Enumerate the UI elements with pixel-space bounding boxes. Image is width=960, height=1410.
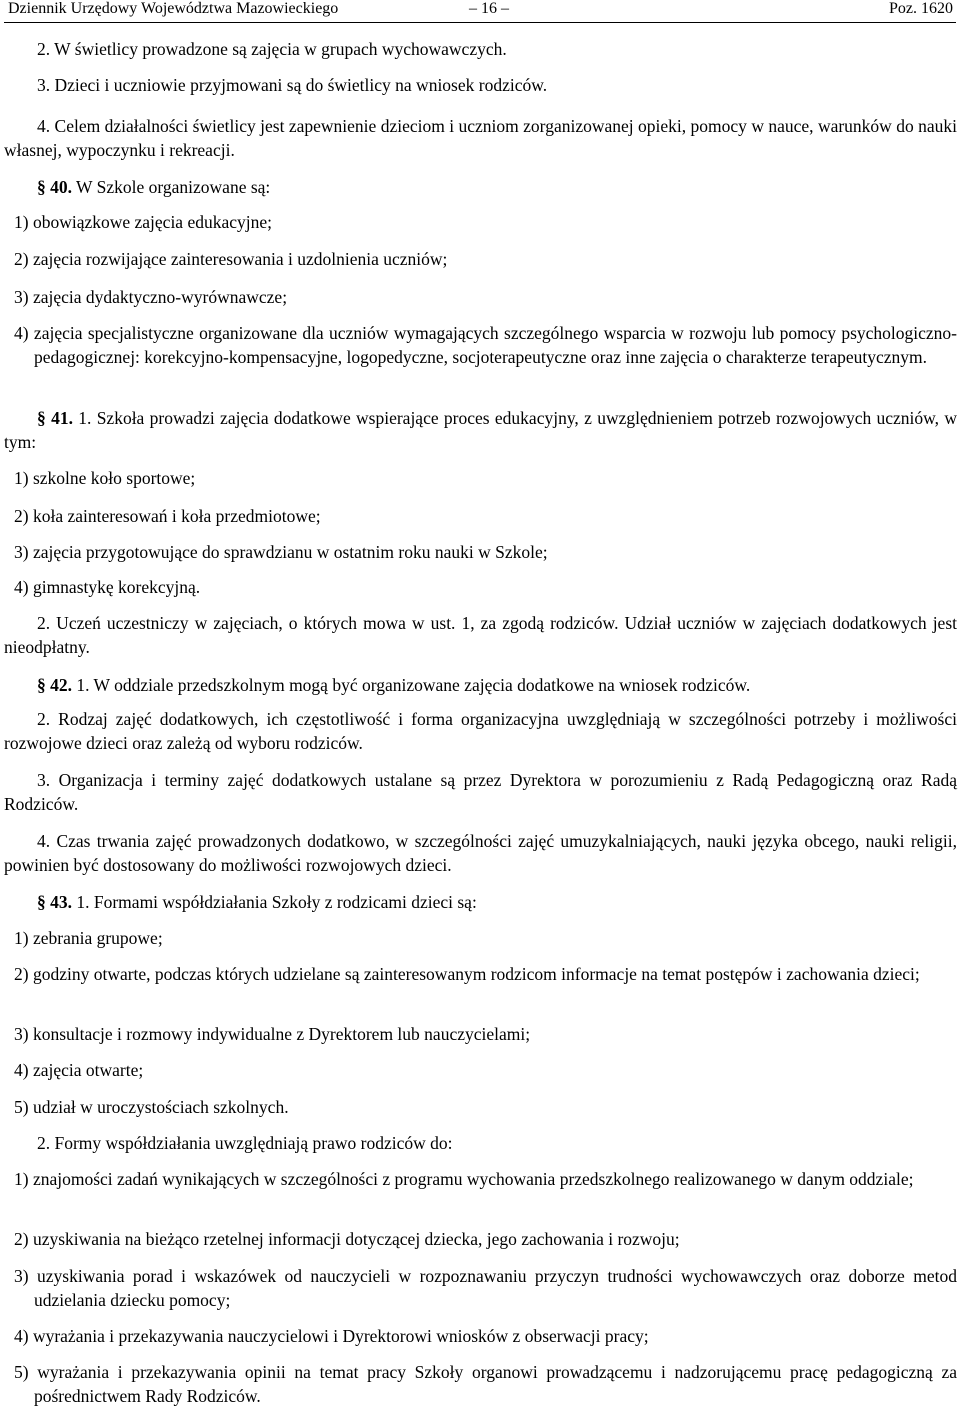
list-item: 5) udział w uroczystościach szkolnych.: [14, 1097, 289, 1117]
section-number: § 40.: [37, 177, 72, 197]
paragraph: 3. Organizacja i terminy zajęć dodatkowych ustalane są przez Dyrektora w porozumieniu z Radą Pedagogiczną oraz Radą Rodziców.: [4, 770, 957, 814]
list-item: 1) znajomości zadań wynikających w szczególności z programu wychowania przedszkolnego realizowanego w danym oddziale;: [14, 1169, 914, 1189]
list-item: 2) koła zainteresowań i koła przedmiotowe;: [14, 506, 321, 526]
list-item: 1) obowiązkowe zajęcia edukacyjne;: [14, 212, 272, 232]
paragraph: 2. Rodzaj zajęć dodatkowych, ich częstotliwość i forma organizacyjna uwzględniają w szczególności potrzeby i możliwości rozwojowe dzieci oraz zależą od wyboru rodziców.: [4, 709, 957, 753]
paragraph: 2. Formy współdziałania uwzględniają prawo rodziców do:: [37, 1133, 453, 1153]
header-rule: [4, 22, 956, 23]
list-item: 3) konsultacje i rozmowy indywidualne z Dyrektorem lub nauczycielami;: [14, 1024, 531, 1044]
list-item: 5) wyrażania i przekazywania opinii na temat pracy Szkoły organowi prowadzącemu i nadzorującemu pracę pedagogiczną za pośrednictwem Rady Rodziców.: [14, 1362, 957, 1406]
paragraph: 3. Dzieci i uczniowie przyjmowani są do świetlicy na wniosek rodziców.: [37, 75, 548, 95]
paragraph: 4. Czas trwania zajęć prowadzonych dodatkowo, w szczególności zajęć umuzykalniających, nauki języka obcego, nauki religii, powinien być dostosowany do możliwości rozwojowych dzieci.: [4, 831, 957, 875]
section-number: § 42.: [37, 675, 72, 695]
list-item: 4) zajęcia otwarte;: [14, 1060, 144, 1080]
list-item: 4) wyrażania i przekazywania nauczycielowi i Dyrektorowi wniosków z obserwacji pracy;: [14, 1326, 649, 1346]
list-item: 2) uzyskiwania na bieżąco rzetelnej informacji dotyczącej dziecka, jego zachowania i rozwoju;: [14, 1229, 680, 1249]
section-heading: § 41. 1. Szkoła prowadzi zajęcia dodatkowe wspierające proces edukacyjny, z uwzględnieniem potrzeb rozwojowych uczniów, w tym:: [4, 408, 957, 452]
list-item: 1) zebrania grupowe;: [14, 928, 163, 948]
list-item: 3) uzyskiwania porad i wskazówek od nauczycieli w rozpoznawaniu przyczyn trudności wychowawczych oraz doborze metod udzielania dziecku pomocy;: [14, 1266, 957, 1310]
paragraph: 4. Celem działalności świetlicy jest zapewnienie dzieciom i uczniom zorganizowanej opieki, pomocy w nauce, warunków do nauki własnej, wypoczynku i rekreacji.: [4, 116, 957, 160]
section-number: § 43.: [37, 892, 72, 912]
page-number: – 16 –: [469, 0, 509, 17]
section-heading: § 40. W Szkole organizowane są:: [37, 177, 271, 197]
list-item: 1) szkolne koło sportowe;: [14, 468, 196, 488]
position-number: Poz. 1620: [889, 0, 953, 17]
list-item: 2) zajęcia rozwijające zainteresowania i uzdolnienia uczniów;: [14, 249, 448, 269]
paragraph: 2. Uczeń uczestniczy w zajęciach, o których mowa w ust. 1, za zgodą rodziców. Udział uczniów w zajęciach dodatkowych jest nieodpłatny.: [4, 613, 957, 657]
list-item: 3) zajęcia dydaktyczno-wyrównawcze;: [14, 287, 288, 307]
list-item: 4) zajęcia specjalistyczne organizowane dla uczniów wymagających szczególnego wsparcia w rozwoju lub pomocy psychologiczno-pedagogicznej: korekcyjno-kompensacyjne, logopedyczne, socjoterapeutyczne oraz inne zajęcia o charakterze terapeutycznym.: [14, 323, 957, 367]
list-item: 2) godziny otwarte, podczas których udzielane są zainteresowanym rodzicom informacje na temat postępów i zachowania dzieci;: [14, 964, 920, 984]
section-number: § 41.: [37, 408, 73, 428]
section-heading: § 42. 1. W oddziale przedszkolnym mogą być organizowane zajęcia dodatkowe na wniosek rodziców.: [37, 675, 751, 695]
page-header: [4, 0, 957, 22]
list-item: 3) zajęcia przygotowujące do sprawdzianu w ostatnim roku nauki w Szkole;: [14, 542, 548, 562]
paragraph: 2. W świetlicy prowadzone są zajęcia w grupach wychowawczych.: [37, 39, 507, 59]
section-heading: § 43. 1. Formami współdziałania Szkoły z rodzicami dzieci są:: [37, 892, 477, 912]
journal-title: Dziennik Urzędowy Województwa Mazowieckiego: [8, 0, 339, 17]
list-item: 4) gimnastykę korekcyjną.: [14, 577, 201, 597]
